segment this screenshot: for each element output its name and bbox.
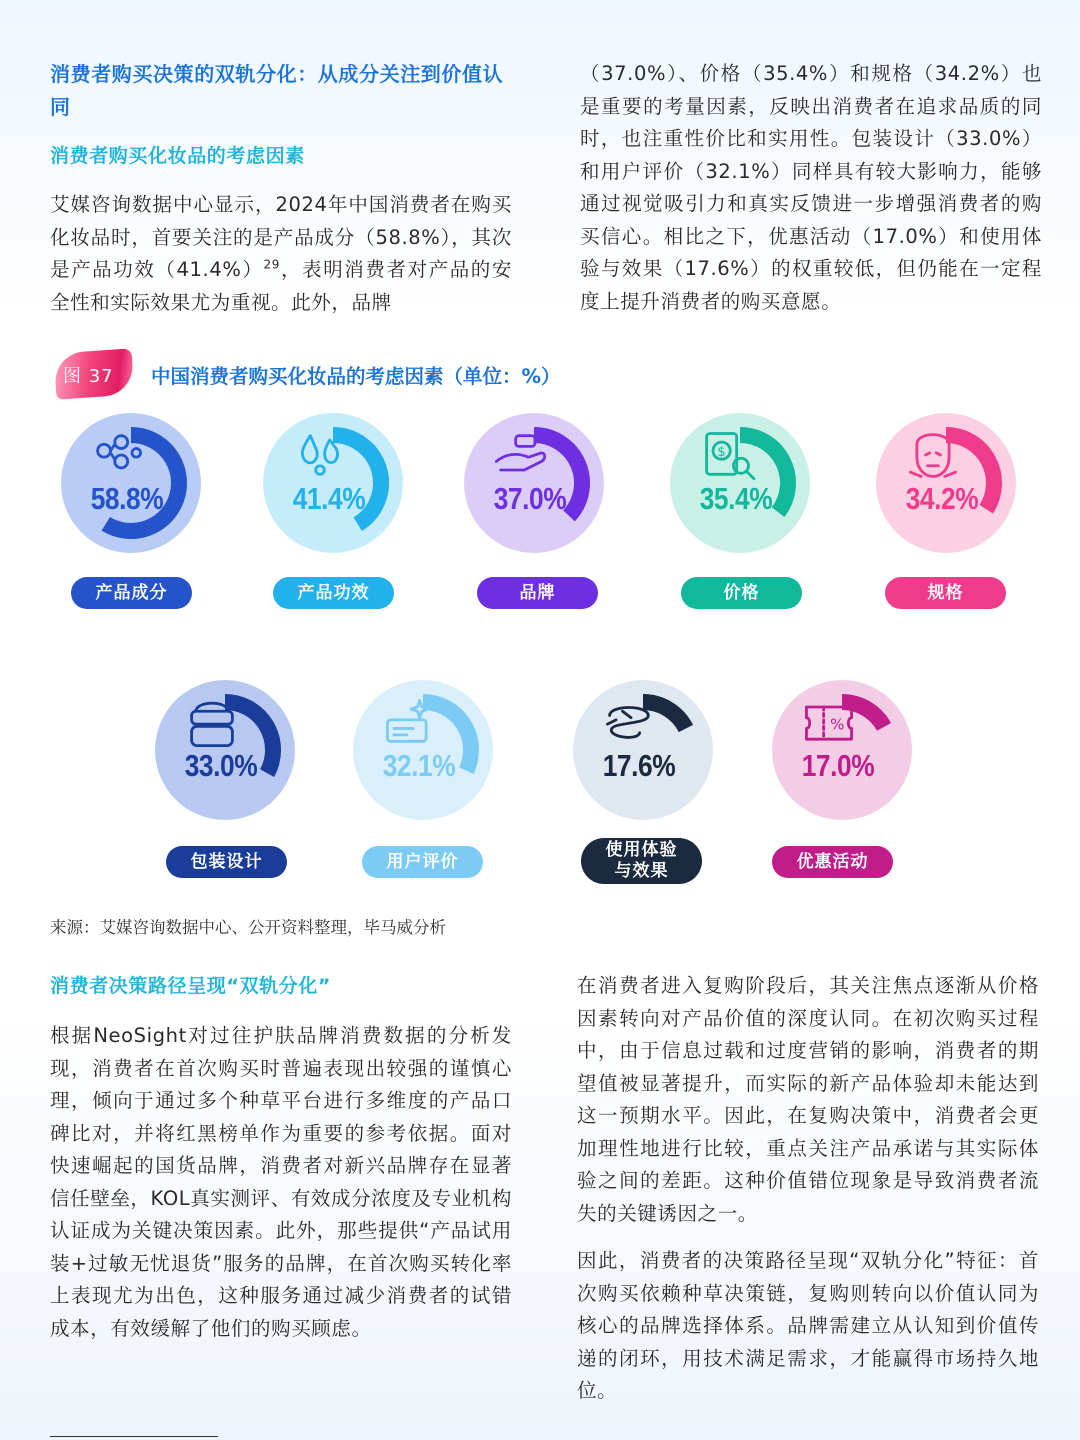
- factor-label-pill: 规格: [885, 577, 1006, 609]
- bottom-left-column: [50, 971, 512, 1345]
- factor-label-pill: 包装设计: [166, 846, 287, 878]
- coupon-icon: [800, 696, 858, 748]
- svg-text:%: %: [830, 715, 845, 734]
- analysis-paragraph: 根据NeoSight对过往护肤品牌消费数据的分析发现，消费者在首次购买时普遍表现出较强的谨慎心理，倾向于通过多个种草平台进行多维度的产品口碑比对，并将红黑榜单作为重要的参考依据。面对快速崛起的国货品牌，消费者对新兴品牌存在显著信任壁垒，KOL真实测评、有效成分浓度及专业机构认证成为关键决策因素。此外，那些提供“产品试用装+过敏无忧退货”服务的品牌，在首次购买转化率上表现尤为出色，这种服务通过减少消费者的试错成本，有效缓解了他们的购买顾虑。: [50, 1024, 512, 1340]
- figure-title: 中国消费者购买化妆品的考虑因素（单位：%）: [151, 365, 561, 388]
- bottom-right-column: [577, 970, 1039, 1408]
- donut-value-label: 17.0%: [801, 748, 875, 783]
- factor-label-pill: 产品功效: [273, 577, 394, 609]
- repurchase-paragraph: 在消费者进入复购阶段后，其关注焦点逐渐从价格因素转向对产品价值的深度认同。在初次购买过程中，由于信息过载和过度营销的影响，消费者的期望值被显著提升，而实际的新产品体验却未能达到这一预期水平。因此，在复购决策中，消费者会更加理性地进行比较，重点关注产品承诺与其实际体验之间的差距。这种价值错位现象是导致消费者流失的关键诱因之一。: [577, 974, 1039, 1225]
- donut-8: [573, 680, 723, 830]
- squeeze-tube-icon: [601, 696, 659, 748]
- donut-2: [263, 413, 413, 563]
- factor-label-pill: 用户评价: [362, 846, 483, 878]
- donut-value-label: 34.2%: [905, 481, 979, 516]
- continued-paragraph: （37.0%）、价格（35.4%）和规格（34.2%）也是重要的考量因素，反映出消费者在追求品质的同时，也注重性价比和实用性。包装设计（33.0%）和用户评价（32.1%）同样具有较大影响力，能够通过视觉吸引力和真实反馈进一步增强消费者的购买信心。相比之下，优惠活动（17.0%）和使用体验与效果（17.6%）的权重较低，但仍能在一定程度上提升消费者的购买意愿。: [580, 62, 1042, 313]
- top-left-column: [50, 58, 512, 319]
- donut-value-label: 41.4%: [292, 481, 366, 516]
- conclusion-paragraph: 因此，消费者的决策路径呈现“双轨分化”特征：首次购买依赖种草决策链，复购则转向以价值认同为核心的品牌选择体系。品牌需建立从认知到价值传递的闭环，用技术满足需求，才能赢得市场持久地位。: [577, 1249, 1039, 1402]
- section-subtitle-2: 消费者决策路径呈现“双轨分化”: [50, 975, 331, 997]
- donut-3: [464, 413, 614, 563]
- donut-7: [353, 680, 503, 830]
- donut-9: [772, 680, 922, 830]
- factor-label-pill: 优惠活动: [772, 846, 893, 878]
- factor-label-pill: 价格: [681, 577, 802, 609]
- donut-value-label: 35.4%: [699, 481, 773, 516]
- section-subtitle: 消费者购买化妆品的考虑因素: [50, 145, 305, 167]
- face-mask-icon: [904, 429, 962, 481]
- section-title: 消费者购买决策的双轨分化：从成分关注到价值认同: [50, 62, 504, 119]
- donut-1: [61, 413, 211, 563]
- donut-6: [155, 680, 305, 830]
- intro-text: 艾媒咨询数据中心显示，2024年中国消费者在购买化妆品时，首要关注的是产品成分（58.8%），其次是产品功效（41.4%）: [50, 193, 512, 281]
- donut-4: [670, 413, 820, 563]
- price-tag-icon: [698, 429, 756, 481]
- sparkle-box-icon: [381, 696, 439, 748]
- drops-icon: [291, 429, 349, 481]
- cream-jar-icon: [183, 696, 241, 748]
- figure-label: [55, 351, 133, 397]
- footnote-ref[interactable]: 29: [263, 257, 281, 272]
- factor-label-pill: 使用体验 与效果: [581, 838, 702, 884]
- svg-text:$: $: [717, 445, 726, 461]
- top-right-column: [580, 58, 1042, 318]
- intro-text-rest: ，表明消费者对产品的安全性和实际效果尤为重视。此外，品牌: [50, 258, 512, 314]
- factor-label-pill: 品牌: [477, 577, 598, 609]
- donut-value-label: 58.8%: [90, 481, 164, 516]
- donut-5: [876, 413, 1026, 563]
- donut-value-label: 33.0%: [184, 748, 258, 783]
- hand-cream-icon: [492, 429, 550, 481]
- donut-value-label: 32.1%: [382, 748, 456, 783]
- intro-paragraph: [50, 189, 512, 319]
- figure-number: 图 37: [63, 366, 114, 387]
- molecule-icon: [89, 429, 147, 481]
- factor-label-pill: 产品成分: [71, 577, 192, 609]
- footnote-divider: [50, 1436, 218, 1437]
- donut-value-label: 37.0%: [493, 481, 567, 516]
- donut-value-label: 17.6%: [602, 748, 676, 783]
- source-note: 来源：艾媒咨询数据中心、公开资料整理，毕马威分析: [50, 918, 446, 937]
